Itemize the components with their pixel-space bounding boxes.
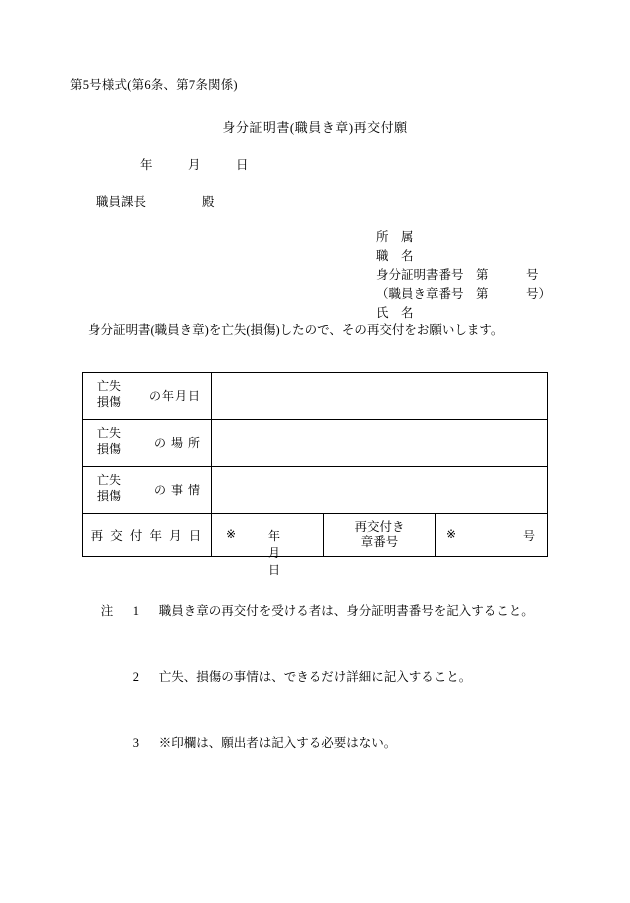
reissue-month-label: 月 bbox=[268, 546, 281, 560]
note-number: 2 bbox=[132, 670, 139, 684]
statement-text: 身分証明書(職員き章)を亡失(損傷)したので、その再交付をお願いします。 bbox=[88, 323, 504, 337]
loss-date-label-suffix: の年月日 bbox=[148, 389, 201, 403]
reissue-badge-label-line2: 章番号 bbox=[360, 535, 399, 549]
reissue-date-label: 再 交 付 年 月 日 bbox=[83, 514, 212, 557]
note-item bbox=[82, 710, 534, 776]
reissue-details-table bbox=[82, 372, 548, 577]
date-year-label: 年 bbox=[140, 158, 153, 172]
table-row bbox=[83, 373, 548, 420]
applicant-id-number: 身分証明書番号 第 号 bbox=[376, 268, 539, 282]
date-line bbox=[140, 155, 249, 173]
addressee-name: 職員課長 bbox=[96, 195, 147, 209]
applicant-position: 職 名 bbox=[376, 249, 414, 263]
loss-label-bottom: 損傷 bbox=[97, 395, 122, 409]
loss-reason-label-suffix: の 事 情 bbox=[153, 483, 201, 497]
loss-date-label-cell bbox=[83, 373, 212, 420]
addressee bbox=[96, 192, 215, 210]
reissue-day-label: 日 bbox=[268, 563, 281, 577]
loss-label-bottom: 損傷 bbox=[97, 442, 122, 456]
loss-date-value-cell[interactable] bbox=[212, 373, 548, 420]
reissue-year-label: 年 bbox=[268, 529, 281, 543]
note-number: 3 bbox=[132, 736, 139, 750]
notes-block bbox=[82, 578, 534, 776]
applicant-affiliation: 所 属 bbox=[376, 230, 414, 244]
loss-label-bottom: 損傷 bbox=[97, 489, 122, 503]
badge-number-unit: 号 bbox=[522, 529, 535, 543]
note-text: 亡失、損傷の事情は、できるだけ詳細に記入すること。 bbox=[158, 670, 472, 684]
official-use-mark: ※ bbox=[226, 527, 237, 541]
applicant-badge-number: （職員き章番号 第 号） bbox=[376, 287, 552, 301]
loss-place-label-cell bbox=[83, 420, 212, 467]
applicant-name: 氏 名 bbox=[376, 306, 414, 320]
loss-label-top: 亡失 bbox=[97, 379, 122, 393]
note-text: ※印欄は、願出者は記入する必要はない。 bbox=[158, 736, 397, 750]
date-day-label: 日 bbox=[236, 158, 249, 172]
form-number: 第5号様式(第6条、第7条関係) bbox=[70, 78, 238, 92]
loss-reason-value-cell[interactable] bbox=[212, 467, 548, 514]
note-item bbox=[82, 644, 534, 710]
date-month-label: 月 bbox=[188, 158, 201, 172]
note-text: 職員き章の再交付を受ける者は、身分証明書番号を記入すること。 bbox=[158, 604, 534, 618]
note-number: 1 bbox=[132, 604, 139, 618]
addressee-honorific: 殿 bbox=[202, 195, 215, 209]
reissue-date-value-cell[interactable] bbox=[212, 514, 324, 577]
reissue-badge-number-value-cell[interactable] bbox=[436, 514, 548, 557]
loss-label-top: 亡失 bbox=[97, 473, 122, 487]
loss-reason-label-cell bbox=[83, 467, 212, 514]
page-title: 身分証明書(職員き章)再交付願 bbox=[222, 120, 408, 135]
reissue-badge-number-label bbox=[324, 514, 436, 557]
table-row bbox=[83, 420, 548, 467]
reissue-badge-label-line1: 再交付き bbox=[354, 520, 405, 534]
note-item bbox=[82, 578, 534, 644]
table-row bbox=[83, 467, 548, 514]
loss-label-top: 亡失 bbox=[97, 426, 122, 440]
table-row bbox=[83, 514, 548, 557]
applicant-info-block bbox=[376, 228, 551, 323]
notes-heading: 注 bbox=[100, 604, 114, 618]
loss-place-value-cell[interactable] bbox=[212, 420, 548, 467]
official-use-mark: ※ bbox=[446, 527, 457, 541]
loss-place-label-suffix: の 場 所 bbox=[153, 436, 201, 450]
